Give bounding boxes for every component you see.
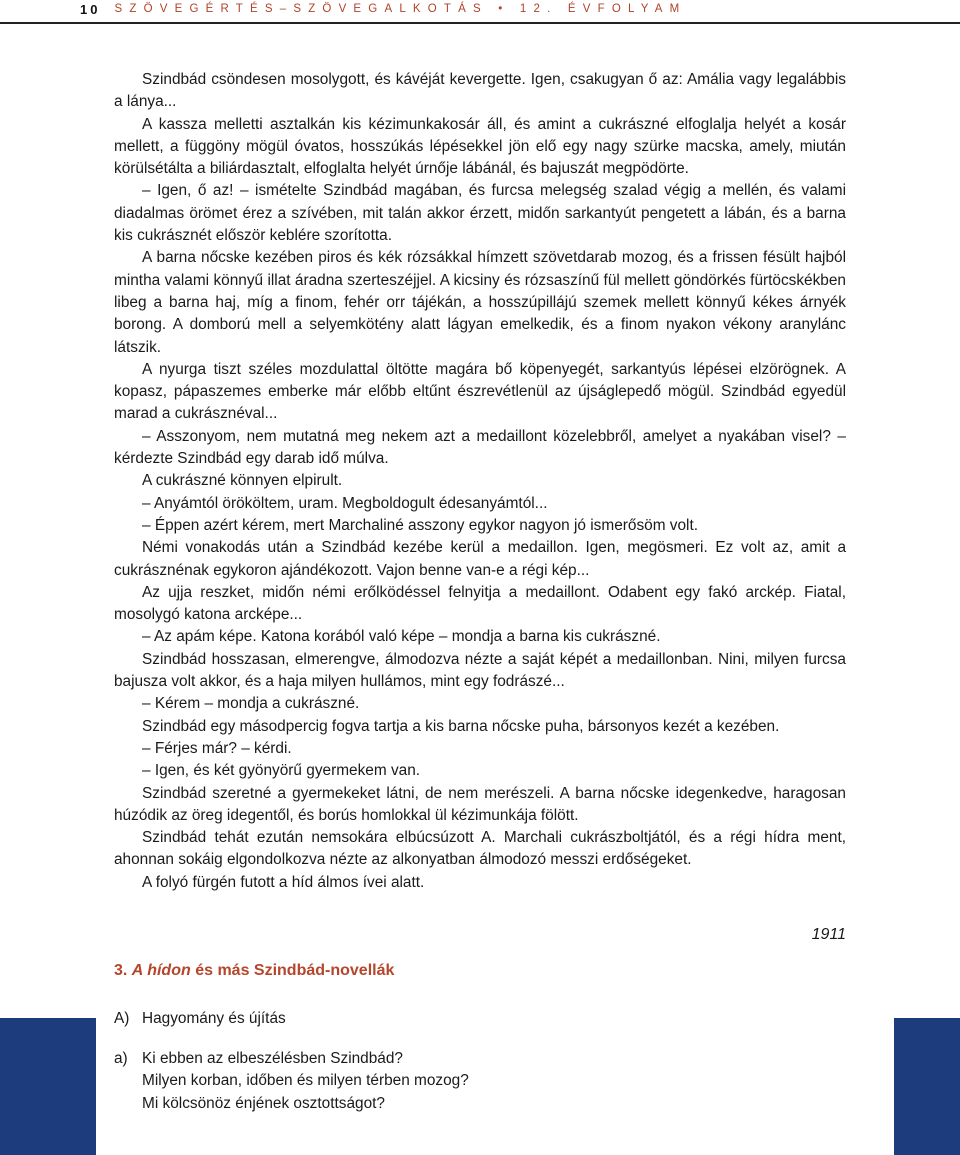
subsection-label: A) [114, 1010, 130, 1027]
section-title [114, 962, 394, 980]
subsection-heading [114, 1010, 286, 1028]
subsection-text: Hagyomány és újítás [142, 1010, 286, 1027]
paragraph: – Kérem – mondja a cukrászné. [142, 695, 360, 713]
paragraph: Az ujja reszket, midőn némi erőlködéssel felnyitja a medaillont. Odabent egy fakó arckép. Fiatal, mosolygó katona arcképe... [114, 583, 846, 624]
running-title: SZÖVEGÉRTÉS–SZÖVEGALKOTÁS • 12. ÉVFOLYAM [114, 3, 687, 15]
paragraph: A barna nőcske kezében piros és kék rózsákkal hímzett szövetdarab mozog, és a frissen fésült hajból mintha valami könnyű illat áradna szerteszéjjel. A kicsiny és rózsaszínű fül mellett göndörkés fürtöcskékben libeg a barna haj, míg a finom, fehér orr tájékán, a hosszúpillájú szemek mellett könnyű kékes árnyék borong. A domború mell a selyemkötény alatt lágyan emelkedik, és a finom nyakon vékony aranylánc látszik. [114, 249, 846, 356]
page-number: 10 [80, 1, 101, 17]
section-title-rest: és más Szindbád-novellák [195, 962, 395, 979]
publication-year: 1911 [811, 926, 846, 943]
paragraph: – Asszonyom, nem mutatná meg nekem azt a medaillont közelebbről, amelyet a nyakában visel? – kérdezte Szindbád egy darab idő múlva. [114, 427, 846, 468]
paragraph: A nyurga tiszt széles mozdulattal öltötte magára bő köpenyegét, sarkantyús lépései elzörögnek. A kopasz, pápaszemes emberke már előbb eltűnt észrevétlenül az újságlepedő mögül. Szindbád egyedül marad a cukrásznéval... [114, 360, 846, 423]
decorative-band-right [894, 1018, 960, 1155]
paragraph: A kassza melletti asztalkán kis kézimunkakosár áll, és amint a cukrászné elfoglalja helyét a kosár mellett, a függöny mögül óvatos, hosszúkás lépésekkel jön elő egy nagy szürke macska, amely, miután körülsétálta a biliárdasztalt, elfoglalta helyét úrnője lábánál, és bajuszát megpödörte. [114, 115, 846, 178]
paragraph: Némi vonakodás után a Szindbád kezébe kerül a medaillon. Igen, megösmeri. Ez volt az, amit a cukrásznénak egykoron ajándékozott. Vajon benne van-e a régi kép... [114, 539, 846, 579]
paragraph: – Anyámtól örököltem, uram. Megboldogult édesanyámtól... [142, 494, 548, 512]
question-label: a) [114, 1050, 128, 1067]
paragraph: A cukrászné könnyen elpirult. [142, 472, 343, 490]
paragraph: Szindbád egy másodpercig fogva tartja a kis barna nőcske puha, bársonyos kezét a kezében. [142, 717, 780, 735]
question-line: Ki ebben az elbeszélésben Szindbád? [142, 1050, 403, 1067]
question-block [114, 1048, 469, 1115]
question-line: Milyen korban, időben és milyen térben mozog? [142, 1072, 469, 1090]
paragraph: – Igen, ő az! – ismételte Szindbád magában, és furcsa melegség szalad végig a mellén, és valami diadalmas örömet érez a szívében, mit talán akkor érzett, midőn sarkantyút pengetett a lábán, és a barna kis cukrásznét először keblére szorította. [114, 182, 846, 245]
section-number: 3. [114, 962, 128, 979]
paragraph: Szindbád szeretné a gyermekeket látni, de nem merészeli. A barna nőcske idegenkedve, haragosan húzódik az öreg idegentől, és borús homlokkal ül kézimunkája fölött. [114, 784, 846, 824]
paragraph: Szindbád hosszasan, elmerengve, álmodozva nézte a saját képét a medaillonban. Nini, milyen furcsa bajusza volt akkor, és a haja milyen hullámos, mint egy fodrászé... [114, 650, 846, 691]
paragraph: Szindbád csöndesen mosolygott, és kávéját kevergette. Igen, csakugyan ő az: Amália vagy legalábbis a lánya... [114, 71, 846, 111]
header-rule [0, 22, 960, 24]
paragraph: A folyó fürgén futott a híd álmos ívei alatt. [142, 873, 425, 891]
paragraph: – Férjes már? – kérdi. [142, 739, 292, 757]
page-header [0, 0, 960, 18]
paragraph: Szindbád tehát ezután nemsokára elbúcsúzott A. Marchali cukrászboltjától, és a régi hídra ment, ahonnan sokáig elgondolkozva nézte az alkonyatban álmodozó messzi erdőségeket. [114, 829, 846, 869]
paragraph: – Az apám képe. Katona korából való képe – mondja a barna kis cukrászné. [142, 628, 661, 646]
paragraph: – Igen, és két gyönyörű gyermekem van. [142, 762, 421, 780]
question-line: Mi kölcsönöz énjének osztottságot? [142, 1094, 385, 1112]
decorative-band-left [0, 1018, 96, 1155]
paragraph: – Éppen azért kérem, mert Marchaliné asszony egykor nagyon jó ismerősöm volt. [142, 516, 699, 534]
story-text [114, 69, 846, 894]
section-title-italic: A hídon [131, 962, 191, 979]
